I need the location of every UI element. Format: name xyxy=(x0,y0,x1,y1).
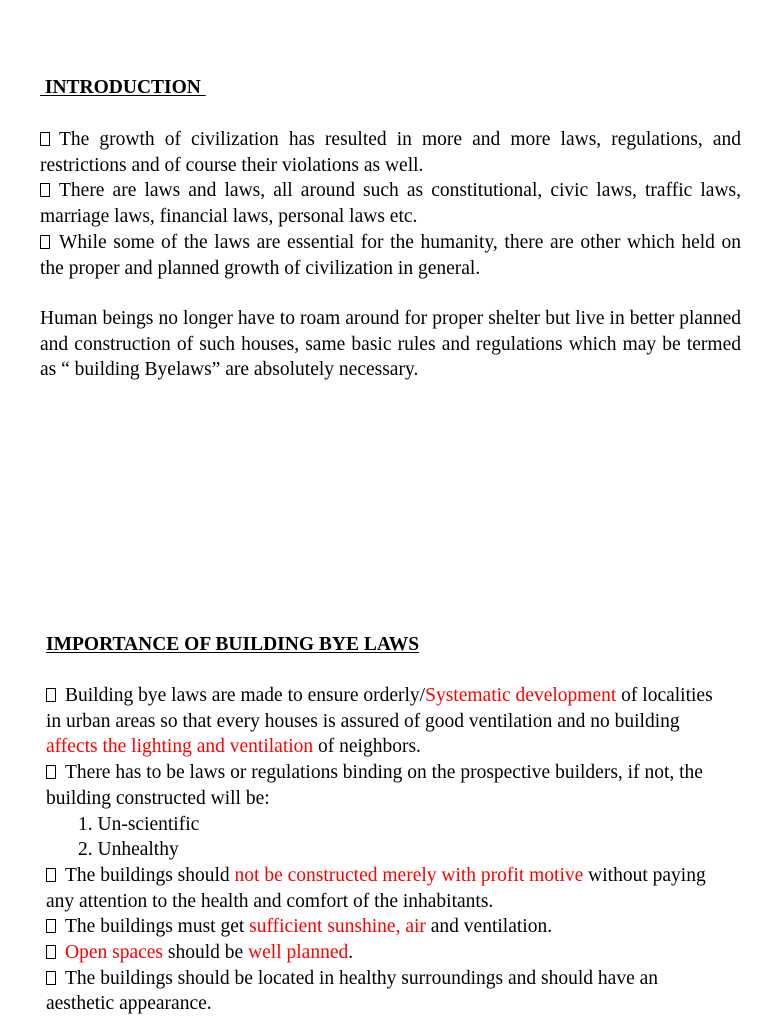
importance-bullet-item xyxy=(46,683,726,760)
intro-bullet-text: There are laws and laws, all around such as constitutional, civic laws, traffic laws, marriage laws, financial laws, personal laws etc. xyxy=(40,180,741,228)
highlight-text: Open spaces xyxy=(65,942,164,964)
intro-paragraph: Human beings no longer have to roam around for proper shelter but live in better planned and construction of such houses, same basic rules and regulations which may be termed as “ building Byelaws” are absolutely necessary. xyxy=(40,308,741,381)
highlight-text: sufficient sunshine, air xyxy=(249,916,426,938)
bullet-box-icon xyxy=(40,235,50,249)
bullet-box-icon xyxy=(46,765,56,779)
importance-bullet-item xyxy=(46,863,726,914)
bullet-text: of neighbors. xyxy=(313,736,421,758)
bullet-text: without paying any attention to the health and comfort of the inhabitants. xyxy=(46,864,706,912)
numbered-list-item: 2. Unhealthy xyxy=(78,839,179,861)
intro-bullet-item xyxy=(40,127,741,178)
bullet-text: There has to be laws or regulations binding on the prospective builders, if not, the building constructed will be: xyxy=(46,762,703,809)
intro-bullet-text: While some of the laws are essential for the humanity, there are other which held on the proper and planned growth of civilization in general. xyxy=(40,231,741,279)
bullet-box-icon xyxy=(40,183,50,197)
importance-bullet-item xyxy=(46,966,726,1017)
bullet-box-icon xyxy=(46,971,56,985)
numbered-list-item: 1. Un-scientific xyxy=(78,813,200,835)
bullet-text: Building bye laws are made to ensure orderly/ xyxy=(65,685,426,706)
bullet-box-icon xyxy=(46,688,56,702)
bullet-text: should be xyxy=(163,942,249,964)
bullet-text: The buildings should xyxy=(65,864,235,886)
importance-bullet-item xyxy=(46,914,726,940)
bullet-text: of localities in urban areas so that every houses is assured of good ventilation and no building xyxy=(46,685,713,732)
bullet-text: The buildings must get xyxy=(65,916,250,938)
intro-bullet-text: The growth of civilization has resulted in more and more laws, regulations, and restrictions and of course their violations as well. xyxy=(40,129,741,176)
importance-bullet-item xyxy=(46,760,726,811)
importance-heading: IMPORTANCE OF BUILDING BYE LAWS xyxy=(46,634,420,655)
bullet-text: . xyxy=(348,942,354,964)
bullet-box-icon xyxy=(46,945,56,959)
intro-bullet-item xyxy=(40,230,741,281)
importance-bullet-item xyxy=(46,940,726,966)
bullet-box-icon xyxy=(46,919,56,933)
highlight-text: well planned xyxy=(248,942,349,964)
introduction-bullets xyxy=(40,127,741,281)
intro-bullet-item xyxy=(40,178,741,229)
bullet-box-icon xyxy=(46,868,56,882)
highlight-text: affects the lighting and ventilation xyxy=(46,736,314,758)
bullet-text: and ventilation. xyxy=(425,916,553,938)
bullet-text: The buildings should be located in healthy surroundings and should have an aesthetic appearance. xyxy=(46,967,659,1015)
bullet-box-icon xyxy=(40,132,50,146)
highlight-text: not be constructed merely with profit motive xyxy=(234,864,584,886)
highlight-text: Systematic development xyxy=(425,685,617,706)
importance-bullets xyxy=(46,683,726,1017)
introduction-heading: INTRODUCTION xyxy=(40,77,206,98)
